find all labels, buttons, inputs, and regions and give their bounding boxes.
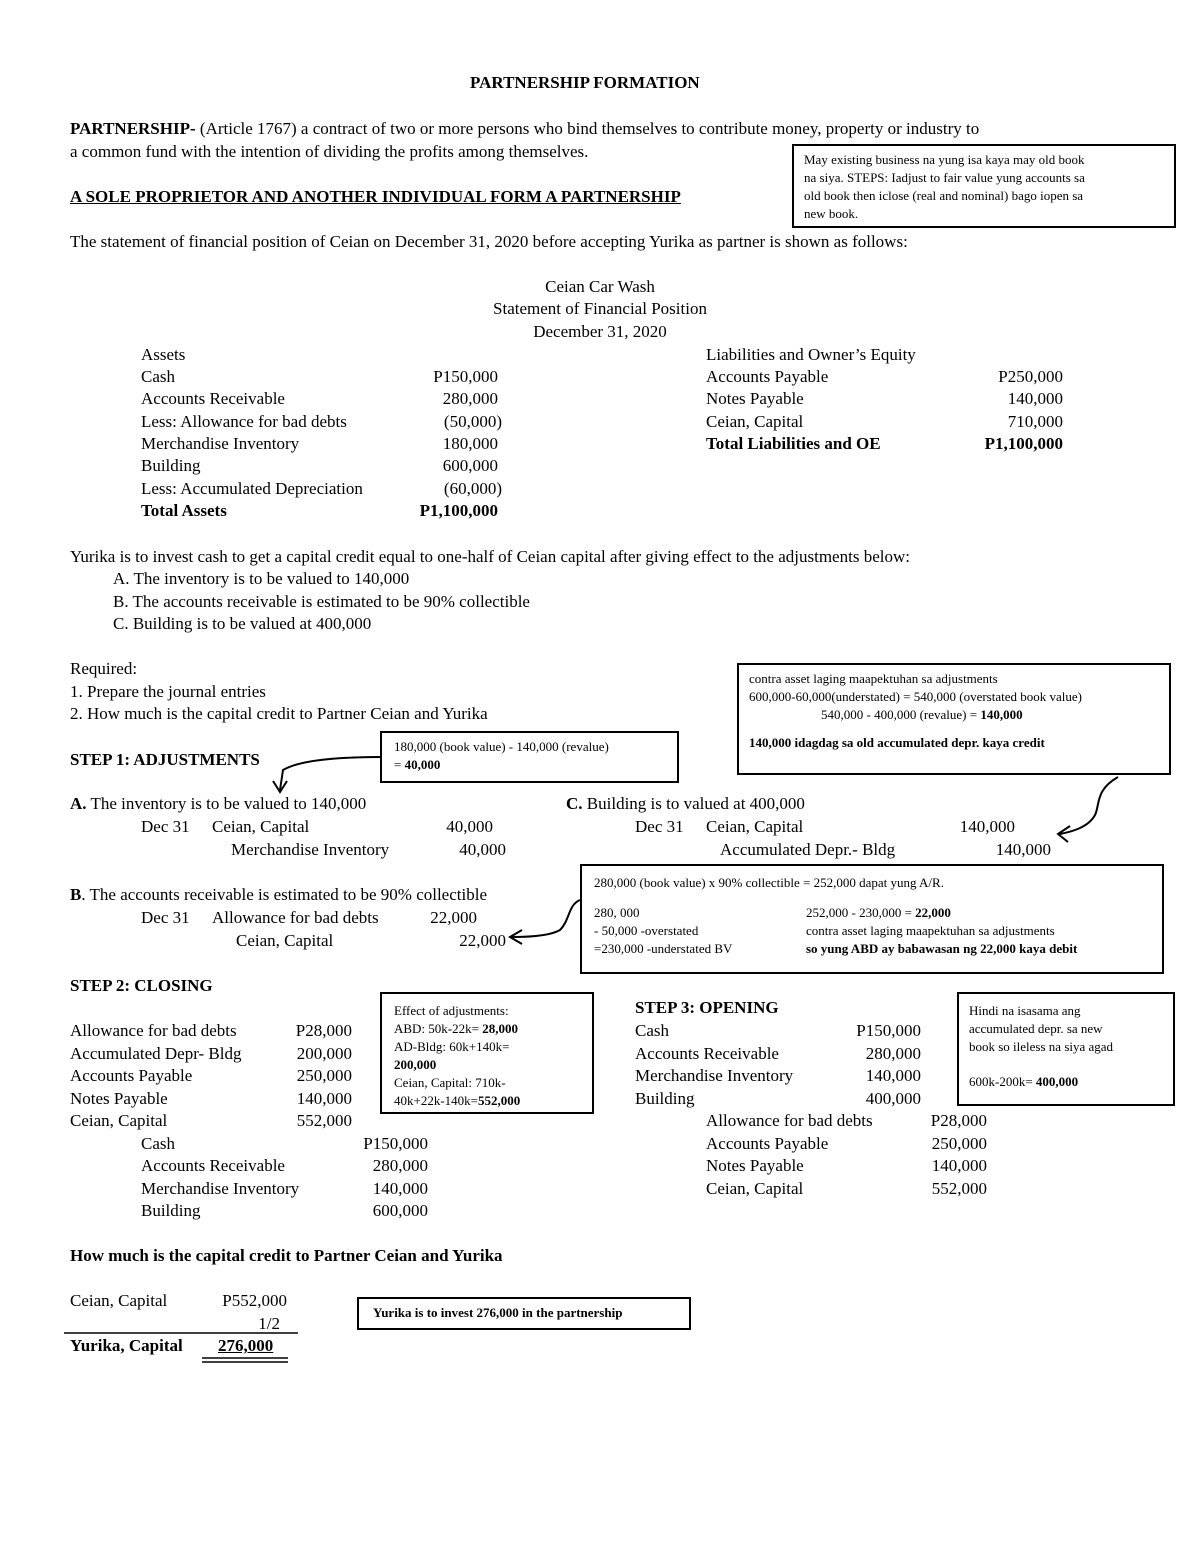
entry-c-credit-amount: 140,000 <box>995 840 1051 859</box>
note-line: 600,000-60,000(understated) = 540,000 (overstated book value) <box>749 689 1082 704</box>
closing-credit-amount: 280,000 <box>372 1156 428 1175</box>
closing-credit-amount: 140,000 <box>372 1179 428 1198</box>
opening-credit-amount: 552,000 <box>931 1179 987 1198</box>
opening-credit-label: Accounts Payable <box>706 1134 829 1153</box>
entry-letter: C. <box>566 794 583 813</box>
calc-amount-1: P552,000 <box>222 1291 287 1310</box>
liability-amount: P250,000 <box>998 367 1063 386</box>
opening-debit-amount: P150,000 <box>856 1021 921 1040</box>
note-value: 400,000 <box>1035 1074 1079 1089</box>
asset-amount: (50,000) <box>443 412 502 431</box>
opening-debit-amount: 400,000 <box>865 1089 921 1108</box>
page-title: PARTNERSHIP FORMATION <box>470 73 700 92</box>
note-text: 280, 000 <box>594 905 640 920</box>
calc-label-1: Ceian, Capital <box>70 1291 168 1310</box>
entry-a-date: Dec 31 <box>141 817 190 836</box>
closing-debit-label: Accumulated Depr- Bldg <box>70 1044 242 1063</box>
opening-credit-label: Allowance for bad debts <box>706 1111 873 1130</box>
total-assets-amount: P1,100,000 <box>419 501 498 520</box>
total-liabilities-label: Total Liabilities and OE <box>706 434 881 453</box>
note-line: Ceian, Capital: 710k- <box>394 1075 506 1090</box>
note-line: contra asset laging maapektuhan sa adjustments <box>749 671 998 686</box>
entry-desc: . The accounts receivable is estimated to be 90% collectible <box>81 885 487 904</box>
note-text: contra asset laging maapektuhan sa adjustments <box>806 923 1055 938</box>
asset-label: Less: Allowance for bad debts <box>141 412 347 431</box>
liability-label: Accounts Payable <box>706 367 829 386</box>
asset-label: Cash <box>141 367 175 386</box>
closing-debit-label: Ceian, Capital <box>70 1111 168 1130</box>
note-text: so yung ABD ay babawasan ng 22,000 kaya debit <box>806 941 1078 956</box>
note-text: 600k-200k= <box>969 1074 1036 1089</box>
closing-credit-label: Cash <box>141 1134 175 1153</box>
closing-credit-label: Building <box>141 1201 201 1220</box>
total-assets-label: Total Assets <box>141 501 227 520</box>
closing-debit-amount: 552,000 <box>296 1111 352 1130</box>
entry-a-credit-amount: 40,000 <box>459 840 506 859</box>
opening-debit-label: Accounts Receivable <box>635 1044 779 1063</box>
calc-label-2: Yurika, Capital <box>70 1336 183 1355</box>
closing-debit-amount: 200,000 <box>296 1044 352 1063</box>
step2-heading: STEP 2: CLOSING <box>70 976 213 995</box>
note-line: new book. <box>804 206 859 221</box>
closing-debit-amount: 140,000 <box>296 1089 352 1108</box>
note-line: May existing business na yung isa kaya may old book <box>804 152 1085 167</box>
entry-b-date: Dec 31 <box>141 908 190 927</box>
note-line: book so ileless na siya agad <box>969 1039 1114 1054</box>
note-line: Hindi na isasama ang <box>969 1003 1081 1018</box>
opening-debit-label: Building <box>635 1089 695 1108</box>
entry-a-debit-account: Ceian, Capital <box>212 817 310 836</box>
asset-amount: P150,000 <box>433 367 498 386</box>
required-item-2: 2. How much is the capital credit to Partner Ceian and Yurika <box>70 704 488 723</box>
entry-b-debit-amount: 22,000 <box>430 908 477 927</box>
liability-amount: 710,000 <box>1007 412 1063 431</box>
entry-desc: Building is to valued at 400,000 <box>586 794 805 813</box>
adjust-item-c: C. Building is to be valued at 400,000 <box>113 614 372 633</box>
asset-amount: 600,000 <box>442 456 498 475</box>
entry-letter: A. <box>70 794 87 813</box>
asset-amount: 280,000 <box>442 389 498 408</box>
asset-amount: 180,000 <box>442 434 498 453</box>
liability-label: Ceian, Capital <box>706 412 804 431</box>
note-line: na siya. STEPS: Iadjust to fair value yung accounts sa <box>804 170 1085 185</box>
required-item-1: 1. Prepare the journal entries <box>70 682 266 701</box>
note-value: 40,000 <box>404 757 441 772</box>
note-text: - 50,000 -overstated <box>594 923 699 938</box>
note-line: 180,000 (book value) - 140,000 (revalue) <box>394 739 609 754</box>
calc-amount-2: 276,000 <box>218 1336 274 1355</box>
conclusion-box: Yurika is to invest 276,000 in the partnership <box>357 1297 691 1330</box>
step3-heading: STEP 3: OPENING <box>635 998 779 1017</box>
closing-debit-amount: 250,000 <box>296 1066 352 1085</box>
definition-text: (Article 1767) a contract of two or more persons who bind themselves to contribute money, property or industry to <box>199 119 980 138</box>
yurika-text: Yurika is to invest cash to get a capital credit equal to one-half of Ceian capital after giving effect to the adjustments below: <box>70 547 910 566</box>
assets-header: Assets <box>141 345 186 364</box>
entry-c-debit-amount: 140,000 <box>959 817 1015 836</box>
entry-a-credit-account: Merchandise Inventory <box>231 840 390 859</box>
intro-text: The statement of financial position of Ceian on December 31, 2020 before accepting Yurika as partner is shown as follows: <box>70 232 908 251</box>
arrow-contra-line <box>1060 777 1118 834</box>
note-value: 552,000 <box>478 1093 521 1108</box>
arrow-inventory-line <box>280 757 380 790</box>
entry-c-date: Dec 31 <box>635 817 684 836</box>
calc-fraction: 1/2 <box>258 1314 280 1333</box>
note-text: 40k+22k-140k= <box>394 1093 478 1108</box>
opening-debit-amount: 280,000 <box>865 1044 921 1063</box>
asset-label: Merchandise Inventory <box>141 434 300 453</box>
opening-credit-label: Ceian, Capital <box>706 1179 804 1198</box>
note-text: ABD: 50k-22k= <box>394 1021 483 1036</box>
note-text: =230,000 -understated BV <box>594 941 733 956</box>
asset-label: Less: Accumulated Depreciation <box>141 479 363 498</box>
definition-term: PARTNERSHIP- <box>70 119 196 138</box>
asset-label: Accounts Receivable <box>141 389 285 408</box>
sfp-statement: Statement of Financial Position <box>493 299 707 318</box>
adjust-item-b: B. The accounts receivable is estimated to be 90% collectible <box>113 592 530 611</box>
opening-credit-label: Notes Payable <box>706 1156 804 1175</box>
entry-b-credit-account: Ceian, Capital <box>236 931 334 950</box>
liability-amount: 140,000 <box>1007 389 1063 408</box>
opening-debit-label: Cash <box>635 1021 669 1040</box>
closing-debit-label: Allowance for bad debts <box>70 1021 237 1040</box>
note-value: 140,000 <box>980 707 1023 722</box>
note-line: 200,000 <box>394 1057 437 1072</box>
sfp-company: Ceian Car Wash <box>545 277 655 296</box>
entry-c-debit-account: Ceian, Capital <box>706 817 804 836</box>
closing-debit-label: Accounts Payable <box>70 1066 193 1085</box>
entry-a-debit-amount: 40,000 <box>446 817 493 836</box>
definition-line-2: a common fund with the intention of dividing the profits among themselves. <box>70 142 589 161</box>
step1-heading: STEP 1: ADJUSTMENTS <box>70 750 260 769</box>
closing-credit-amount: P150,000 <box>363 1134 428 1153</box>
opening-credit-amount: 250,000 <box>931 1134 987 1153</box>
entry-c-credit-account: Accumulated Depr.- Bldg <box>720 840 896 859</box>
liabilities-header: Liabilities and Owner’s Equity <box>706 345 916 364</box>
entry-desc: The inventory is to be valued to 140,000 <box>90 794 367 813</box>
opening-debit-amount: 140,000 <box>865 1066 921 1085</box>
arrow-ar-line <box>512 900 580 937</box>
asset-label: Building <box>141 456 201 475</box>
total-liabilities-amount: P1,100,000 <box>984 434 1063 453</box>
opening-debit-label: Merchandise Inventory <box>635 1066 794 1085</box>
question-heading: How much is the capital credit to Partner Ceian and Yurika <box>70 1246 503 1265</box>
note-value: 22,000 <box>915 905 951 920</box>
closing-credit-label: Merchandise Inventory <box>141 1179 300 1198</box>
opening-credit-amount: P28,000 <box>930 1111 987 1130</box>
note-text: 252,000 - 230,000 = <box>806 905 916 920</box>
closing-credit-amount: 600,000 <box>372 1201 428 1220</box>
asset-amount: (60,000) <box>443 479 502 498</box>
note-line: AD-Bldg: 60k+140k= <box>394 1039 510 1054</box>
note-line: 140,000 idagdag sa old accumulated depr. kaya credit <box>749 735 1045 750</box>
note-line: accumulated depr. sa new <box>969 1021 1103 1036</box>
note-text: 540,000 - 400,000 (revalue) = <box>821 707 981 722</box>
closing-debit-label: Notes Payable <box>70 1089 168 1108</box>
closing-debit-amount: P28,000 <box>295 1021 352 1040</box>
adjust-item-a: A. The inventory is to be valued to 140,000 <box>113 569 410 588</box>
required-label: Required: <box>70 659 138 678</box>
note-line: 280,000 (book value) x 90% collectible = 252,000 dapat yung A/R. <box>594 875 944 890</box>
opening-credit-amount: 140,000 <box>931 1156 987 1175</box>
note-line: old book then iclose (real and nominal) bago iopen sa <box>804 188 1084 203</box>
note-line: Effect of adjustments: <box>394 1003 509 1018</box>
note-text: = <box>394 757 405 772</box>
closing-credit-label: Accounts Receivable <box>141 1156 285 1175</box>
section-heading: A SOLE PROPRIETOR AND ANOTHER INDIVIDUAL FORM A PARTNERSHIP <box>70 187 681 206</box>
entry-b-credit-amount: 22,000 <box>459 931 506 950</box>
sfp-date: December 31, 2020 <box>533 322 667 341</box>
liability-label: Notes Payable <box>706 389 804 408</box>
note-value: 28,000 <box>482 1021 518 1036</box>
entry-letter: B <box>70 885 82 904</box>
entry-b-debit-account: Allowance for bad debts <box>212 908 379 927</box>
